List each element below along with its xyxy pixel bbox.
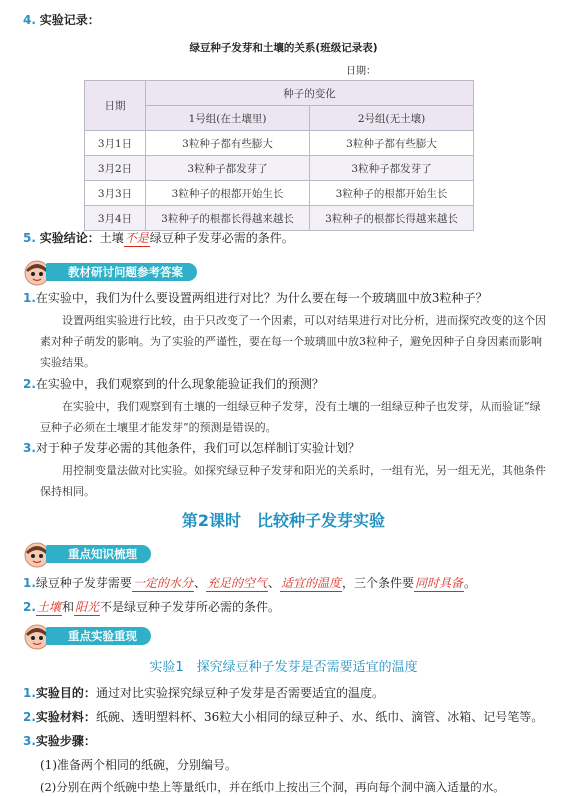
experiment-title: 实验1 探究绿豆种子发芽是否需要适宜的温度	[149, 660, 418, 675]
row-date: 3月4日	[85, 206, 146, 231]
question-number: 2.	[23, 377, 36, 391]
section-badge-label: 重点知识梳理	[46, 545, 151, 563]
knowledge-1	[23, 575, 476, 592]
conclusion-text: 绿豆种子发芽必需的条件。	[149, 231, 294, 245]
item-label: 实验步骤：	[35, 734, 96, 748]
question-text: 对于种子发芽必需的其他条件，我们可以怎样制订实验计划？	[35, 441, 360, 455]
step-1: (1)准备两个相同的纸碗，分别编号。	[40, 758, 237, 772]
separator: 、	[267, 576, 280, 590]
section-badge-discussion	[22, 260, 222, 284]
row-group1: 3粒种子的根都长得越来越长	[146, 206, 310, 231]
section-badge-label: 教材研讨问题参考答案	[46, 263, 197, 281]
item-text: 纸碗、透明塑料杯、36粒大小相同的绿豆种子、水、纸巾、滴管、冰箱、记号笔等。	[95, 710, 544, 724]
record-label: 实验记录：	[39, 13, 100, 27]
answer-text: 在实验中，我们观察到有土壤的一组绿豆种子发芽，没有土壤的一组绿豆种子也发芽，从而验证“绿豆种子必须在土壤里才能发芽”的预测是错误的。	[40, 400, 541, 434]
answer-blank: 阳光	[74, 600, 99, 614]
question-3	[23, 440, 360, 456]
item-number: 3.	[23, 734, 36, 748]
table-row	[85, 156, 474, 181]
question-number: 1.	[23, 291, 36, 305]
knowledge-text: 不是绿豆种子发芽所必需的条件。	[99, 600, 280, 614]
row-date: 3月1日	[85, 131, 146, 156]
question-text: 在实验中，我们为什么要设置两组进行对比？为什么要在每一个玻璃皿中放3粒种子？	[35, 291, 488, 305]
row-group1: 3粒种子都有些膨大	[146, 131, 310, 156]
table-row	[85, 206, 474, 231]
item-number: 2.	[23, 710, 36, 724]
row-group2: 3粒种子都有些膨大	[310, 131, 474, 156]
section-badge-label: 重点实验重现	[46, 627, 151, 645]
record-table	[84, 80, 474, 231]
separator: 、	[193, 576, 206, 590]
row-group2: 3粒种子的根都开始生长	[310, 181, 474, 206]
record-heading	[23, 12, 100, 28]
knowledge-number: 1.	[23, 576, 36, 590]
conclusion-subject: 土壤	[99, 231, 124, 245]
answer-blank: 土壤	[36, 600, 61, 614]
row-date: 3月2日	[85, 156, 146, 181]
answer-1	[40, 310, 550, 373]
answer-text: 用控制变量法做对比实验。如探究绿豆种子发芽和阳光的关系时，一组有光，另一组无光，其他条件保持相同。	[40, 464, 546, 498]
row-group1: 3粒种子的根都开始生长	[146, 181, 310, 206]
question-number: 3.	[23, 441, 36, 455]
answer-blank: 一定的水分	[132, 576, 193, 590]
item-number: 1.	[23, 686, 36, 700]
knowledge-number: 2.	[23, 600, 36, 614]
answer-blank: 充足的空气	[206, 576, 267, 590]
col-group2-header: 2号组(无土壤)	[310, 106, 474, 131]
experiment-materials	[23, 709, 543, 725]
date-label: 日期：	[346, 66, 376, 77]
col-group1-header: 1号组(在土壤里)	[146, 106, 310, 131]
item-text: 通过对比实验探究绿豆种子发芽是否需要适宜的温度。	[95, 686, 384, 700]
experiment-steps	[23, 733, 96, 749]
knowledge-text: 和	[61, 600, 74, 614]
record-number: 4.	[23, 13, 36, 27]
conclusion-label: 实验结论：	[39, 231, 100, 245]
col-date-header: 日期	[85, 81, 146, 131]
knowledge-text: 绿豆种子发芽需要	[35, 576, 132, 590]
conclusion-answer: 不是	[124, 231, 149, 245]
answer-3	[40, 460, 550, 502]
experiment-purpose	[23, 685, 384, 701]
section-badge-experiment	[22, 624, 182, 648]
section-badge-knowledge	[22, 542, 182, 566]
answer-2	[40, 396, 550, 438]
question-text: 在实验中，我们观察到的什么现象能验证我们的预测？	[35, 377, 324, 391]
row-group2: 3粒种子的根都长得越来越长	[310, 206, 474, 231]
item-label: 实验材料：	[35, 710, 96, 724]
row-group2: 3粒种子都发芽了	[310, 156, 474, 181]
knowledge-text: 。	[464, 576, 477, 590]
conclusion-line	[23, 230, 294, 247]
question-1	[23, 290, 488, 306]
table-row	[85, 181, 474, 206]
step-2: (2)分别在两个纸碗中垫上等量纸巾，并在纸巾上按出三个洞，再向每个洞中滴入适量的水。	[40, 780, 505, 794]
answer-text: 设置两组实验进行比较，由于只改变了一个因素，可以对结果进行对比分析，进而探究改变的这个因素对种子萌发的影响。为了实验的严谨性，要在每一个玻璃皿中放3粒种子，避免因种子自身因素而影响实验结果。	[40, 314, 546, 369]
answer-blank: 同时具备	[415, 576, 464, 590]
answer-blank: 适宜的温度	[281, 576, 342, 590]
knowledge-2	[23, 599, 280, 616]
row-group1: 3粒种子都发芽了	[146, 156, 310, 181]
lesson-title: 第2课时 比较种子发芽实验	[181, 511, 386, 530]
col-change-header: 种子的变化	[146, 81, 474, 106]
item-label: 实验目的：	[35, 686, 96, 700]
table-title: 绿豆种子发芽和土壤的关系(班级记录表)	[189, 42, 378, 54]
table-row	[85, 131, 474, 156]
conclusion-number: 5.	[23, 231, 36, 245]
question-2	[23, 376, 324, 392]
knowledge-text: ，三个条件要	[342, 576, 415, 590]
row-date: 3月3日	[85, 181, 146, 206]
